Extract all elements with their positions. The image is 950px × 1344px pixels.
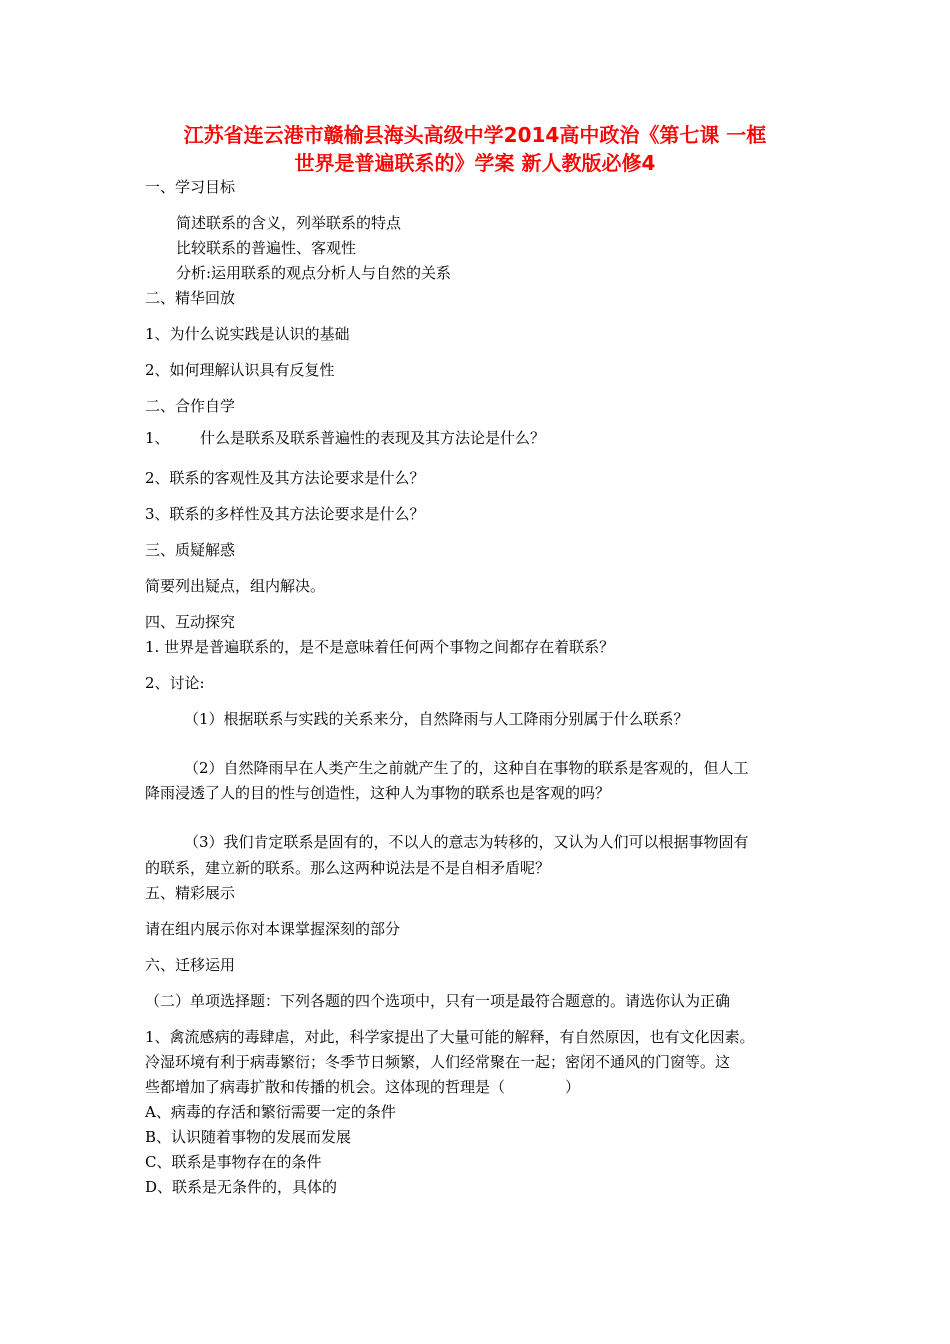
option-d: D、联系是无条件的，具体的 — [145, 1178, 338, 1196]
showcase-instruction: 请在组内展示你对本课掌握深刻的部分 — [145, 920, 401, 938]
question-1-line-2: 冷湿环境有利于病毒繁衍；冬季节日频繁，人们经常聚在一起；密闭不通风的门窗等。这 — [145, 1053, 731, 1071]
interactive-question-1: 1. 世界是普遍联系的，是不是意味着任何两个事物之间都存在着联系？ — [145, 638, 615, 656]
option-c: C、联系是事物存在的条件 — [145, 1153, 322, 1171]
option-b: B、认识随着事物的发展而发展 — [145, 1128, 352, 1146]
question-1-line-3: 些都增加了病毒扩散和传播的机会。这体现的哲理是（ ） — [145, 1078, 581, 1096]
questions-instruction: 简要列出疑点，组内解决。 — [145, 577, 326, 595]
discussion-3-line-2: 的联系，建立新的联系。那么这两种说法是不是自相矛盾呢？ — [145, 859, 551, 877]
self-study-question-1-number: 1、 — [145, 429, 170, 447]
question-1-line-1: 1、禽流感病的毒肆虐，对此，科学家提出了大量可能的解释，有自然原因，也有文化因素。 — [145, 1028, 755, 1046]
section-heading-review: 二、精华回放 — [145, 289, 236, 307]
interactive-question-2: 2、讨论: — [145, 674, 205, 692]
self-study-question-3: 3、联系的多样性及其方法论要求是什么？ — [145, 505, 425, 523]
section-heading-application: 六、迁移运用 — [145, 956, 236, 974]
title-line-1: 江苏省连云港市赣榆县海头高级中学2014高中政治《第七课 一框 — [183, 123, 767, 147]
review-question-1: 1、为什么说实践是认识的基础 — [145, 325, 350, 343]
self-study-question-2: 2、联系的客观性及其方法论要求是什么？ — [145, 469, 425, 487]
goal-1: 简述联系的含义，列举联系的特点 — [176, 214, 402, 232]
discussion-2-line-1: （2）自然降雨早在人类产生之前就产生了的，这种自在事物的联系是客观的，但人工 — [184, 759, 749, 777]
goal-3: 分析:运用联系的观点分析人与自然的关系 — [176, 264, 452, 282]
review-question-2: 2、如何理解认识具有反复性 — [145, 361, 335, 379]
discussion-3-line-1: （3）我们肯定联系是固有的，不以人的意志为转移的，又认为人们可以根据事物固有 — [184, 833, 749, 851]
title-line-2: 世界是普遍联系的》学案 新人教版必修4 — [294, 151, 656, 175]
section-heading-showcase: 五、精彩展示 — [145, 884, 236, 902]
discussion-2-line-2: 降雨浸透了人的目的性与创造性，这种人为事物的联系也是客观的吗？ — [145, 784, 611, 802]
section-heading-learning-goals: 一、学习目标 — [145, 178, 236, 196]
self-study-question-1: 什么是联系及联系普遍性的表现及其方法论是什么？ — [200, 429, 546, 447]
option-a: A、病毒的存活和繁衍需要一定的条件 — [145, 1103, 396, 1121]
multiple-choice-intro: （二）单项选择题：下列各题的四个选项中，只有一项是最符合题意的。请选你认为正确 — [145, 992, 731, 1010]
section-heading-self-study: 二、合作自学 — [145, 397, 236, 415]
section-heading-interactive: 四、互动探究 — [145, 613, 236, 631]
discussion-1: （1）根据联系与实践的关系来分，自然降雨与人工降雨分别属于什么联系？ — [184, 710, 689, 728]
section-heading-questions: 三、质疑解惑 — [145, 541, 236, 559]
goal-2: 比较联系的普遍性、客观性 — [176, 239, 357, 257]
